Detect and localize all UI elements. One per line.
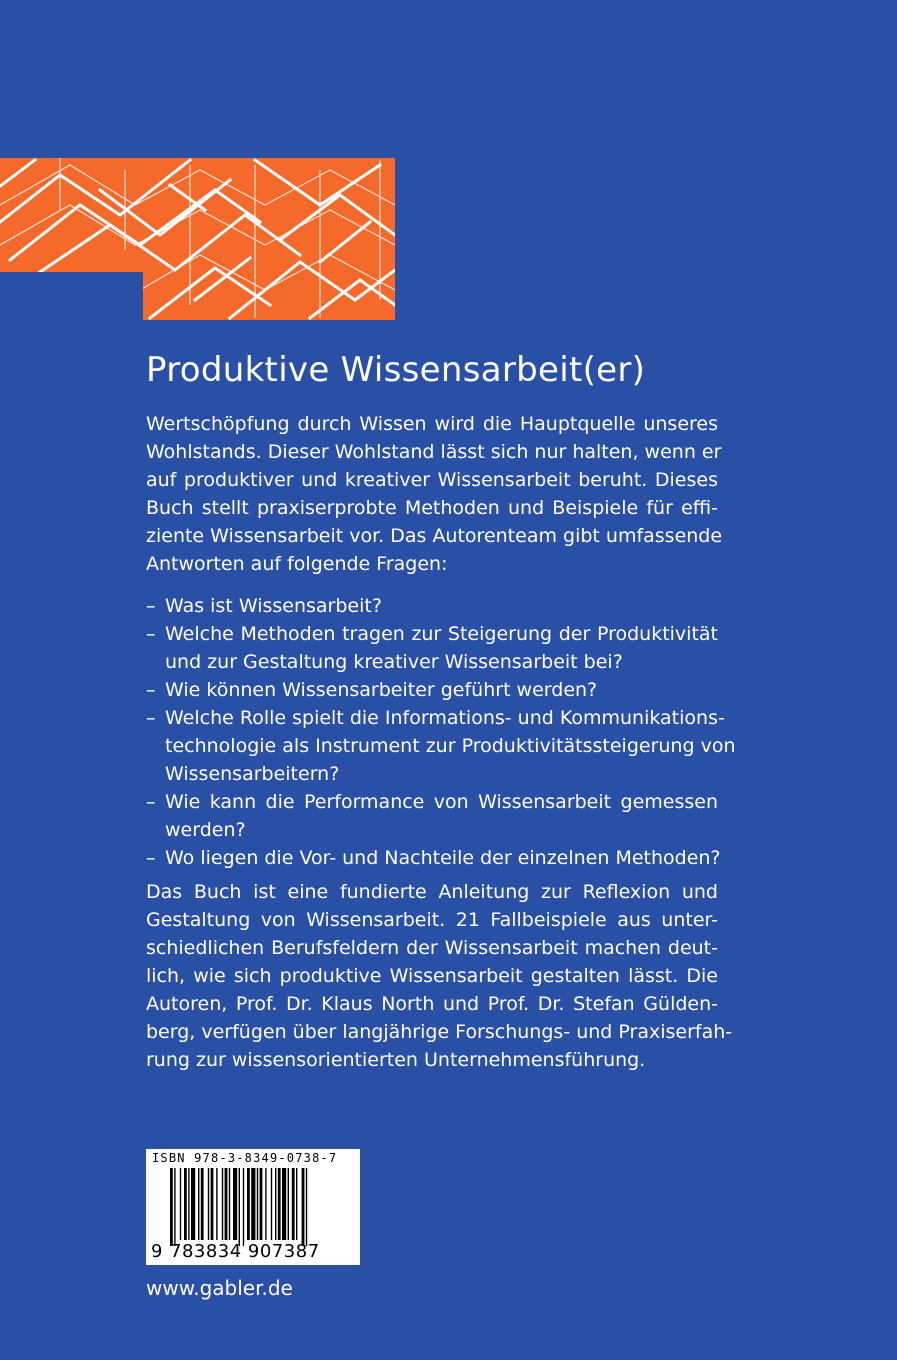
outro-line: berg, verfügen über langjährige Forschungs- und Praxiserfah- — [146, 1021, 733, 1043]
barcode-bar — [233, 1168, 237, 1240]
question-item — [146, 620, 718, 676]
barcode-bar — [288, 1168, 289, 1240]
question-line: technologie als Instrument zur Produktivitätssteigerung von — [165, 735, 736, 757]
barcode-bar — [239, 1168, 240, 1246]
outro-line: schiedlichen Berufsfeldern der Wissensarbeit machen deut- — [146, 937, 718, 959]
question-list — [146, 592, 736, 872]
barcode-bar — [243, 1168, 244, 1246]
question-line: werden? — [165, 819, 246, 841]
question-line: und zur Gestaltung kreativer Wissensarbeit bei? — [165, 651, 623, 673]
book-title: Produktive Wissensarbeit(er) — [146, 350, 646, 390]
isbn-barcode — [146, 1149, 360, 1265]
outro-paragraph — [146, 878, 733, 1074]
intro-line: Wohlstands. Dieser Wohlstand lässt sich nur halten, wenn er — [146, 441, 722, 463]
question-item — [146, 844, 721, 872]
intro-line: Antworten auf folgende Fragen: — [146, 553, 448, 575]
barcode-bar — [188, 1168, 189, 1240]
intro-line: ziente Wissensarbeit vor. Das Autorenteam gibt umfassende — [146, 525, 723, 547]
question-item — [146, 788, 718, 844]
barcode-bar — [265, 1168, 266, 1240]
barcode-bar — [174, 1168, 175, 1246]
outro-line: rung zur wissensorientierten Unternehmensführung. — [146, 1049, 646, 1071]
question-line: – Wie kann die Performance von Wissensarbeit gemessen — [165, 791, 718, 813]
barcode-bar — [260, 1168, 263, 1240]
barcode-bar — [180, 1168, 181, 1240]
intro-line: Buch stellt praxiserprobte Methoden und Beispiele für effi- — [146, 497, 718, 519]
barcode-bar — [296, 1168, 297, 1240]
question-line: – Wie können Wissensarbeiter geführt werden? — [165, 679, 598, 701]
barcode-bar — [275, 1168, 276, 1240]
barcode-bar — [211, 1168, 214, 1240]
intro-paragraph — [146, 410, 723, 578]
barcode-bar — [306, 1168, 307, 1246]
publisher-url: www.gabler.de — [146, 1276, 293, 1300]
isbn-label: ISBN 978-3-8349-0738-7 — [152, 1151, 338, 1165]
barcode-bar — [216, 1168, 217, 1240]
outro-line: Autoren, Prof. Dr. Klaus North und Prof. Dr. Stefan Gülden- — [146, 993, 718, 1015]
barcode-bar — [282, 1168, 286, 1240]
question-line: – Was ist Wissensarbeit? — [165, 595, 382, 617]
barcode-bar — [251, 1168, 255, 1240]
question-item — [146, 704, 736, 788]
barcode-bar — [191, 1168, 195, 1240]
barcode-bar — [222, 1168, 223, 1240]
barcode-bar — [278, 1168, 281, 1240]
barcode-bar — [229, 1168, 230, 1240]
barcode-bar — [198, 1168, 199, 1240]
question-item — [146, 592, 718, 620]
barcode-bar — [170, 1168, 173, 1246]
ean-lead-digit: 9 — [151, 1241, 163, 1262]
outro-line: lich, wie sich produktive Wissensarbeit gestalten lässt. Die — [146, 965, 718, 987]
question-line: Wissensarbeitern? — [165, 763, 340, 785]
barcode-bar — [292, 1168, 295, 1240]
intro-line: auf produktiver und kreativer Wissensarbeit beruht. Dieses — [146, 469, 718, 491]
question-line: – Welche Methoden tragen zur Steigerung der Produktivität — [165, 623, 718, 645]
outro-line: Das Buch ist eine fundierte Anleitung zur Reflexion und — [146, 881, 718, 903]
barcode-bar — [247, 1168, 250, 1240]
question-line: – Welche Rolle spielt die Informations- und Kommunikations- — [165, 707, 725, 729]
intro-line: Wertschöpfung durch Wissen wird die Hauptquelle unseres — [146, 413, 718, 435]
barcode-bar — [257, 1168, 258, 1240]
question-line: – Wo liegen die Vor- und Nachteile der einzelnen Methoden? — [165, 847, 721, 869]
barcode-bar — [184, 1168, 187, 1240]
barcode-bar — [201, 1168, 204, 1240]
barcode-bar — [271, 1168, 272, 1240]
outro-line: Gestaltung von Wissensarbeit. 21 Fallbeispiele aus unter- — [146, 909, 718, 931]
barcode-bar — [302, 1168, 305, 1246]
barcode-bar — [225, 1168, 228, 1240]
barcode-bar — [208, 1168, 209, 1240]
ean-digits: 783834 907387 — [170, 1241, 320, 1262]
question-item — [146, 676, 718, 704]
